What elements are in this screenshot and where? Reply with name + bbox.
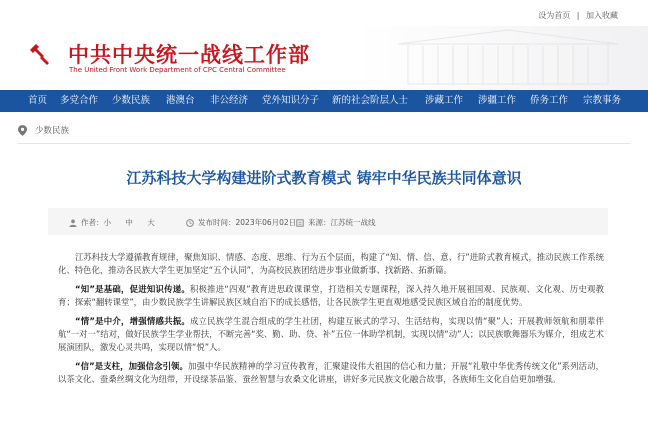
nav-item-tibet[interactable]: 涉藏工作: [425, 95, 464, 106]
breadcrumb: [18, 124, 69, 136]
nav-item-hkmacaotw[interactable]: 港澳台: [166, 95, 195, 106]
top-bar: [0, 0, 648, 26]
article-paragraph: 江苏科技大学遵循教育规律，聚焦知识、情感、态度、思维、行为五个层面，构建了“知、情、信、意、行”进阶式教育模式，推动民族工作系统化、特色化，推动各民族大学生更加坚定“五个认同”，为高校民族团结进步事业做新事、找新路、拓新篇。: [58, 252, 604, 276]
nav-item-intellectuals[interactable]: 党外知识分子: [262, 95, 320, 106]
nav-item-multiparty[interactable]: 多党合作: [60, 95, 99, 106]
top-links-separator: |: [576, 11, 580, 20]
site-header: [0, 26, 648, 90]
date-meta: [186, 217, 296, 228]
paragraph-lead: “知”是基础，促进知识传递。: [75, 283, 190, 294]
author-meta: [69, 217, 161, 228]
nav-item-religion[interactable]: 宗教事务: [583, 95, 622, 106]
user-icon: [69, 219, 77, 227]
publish-date: 发布时间：2023年06月02日: [198, 218, 297, 227]
building-decoration-icon: [338, 26, 648, 90]
site-name-cn[interactable]: 中共中央统一战线工作部: [68, 43, 310, 67]
paragraph-lead: “情”是中介，增强情感共振。: [75, 315, 190, 326]
nav-item-ethnic[interactable]: 少数民族: [112, 95, 151, 106]
main-nav: [0, 90, 648, 112]
party-emblem-icon[interactable]: [20, 36, 56, 72]
article-paragraph: “情”是中介，增强情感共振。成立民族学生混合组成的学生社团，构建互嵌式的学习、生活结构，实现以情“聚”人；开展教师领航和朋辈伴航“一对一”结对，做好民族学生学业帮扶，不断完善“奖、勤、助、贷、补”五位一体助学机制，实现以情“动”人；以民族歌舞器乐为媒介，组成艺术展演团队，激发心灵共鸣，实现以情“悦”人。: [58, 315, 604, 353]
nav-item-home[interactable]: 首页: [28, 95, 48, 106]
breadcrumb-divider: [18, 143, 630, 144]
breadcrumb-current[interactable]: 少数民族: [35, 126, 70, 136]
set-homepage-link[interactable]: 设为首页: [538, 11, 571, 20]
font-size-options[interactable]: 小 中 大: [103, 218, 161, 227]
source-icon: [296, 219, 304, 227]
top-links: [534, 10, 618, 21]
article-meta-bar: [48, 208, 608, 235]
site-name-en: The United Front Work Department of CPC Central Committee: [69, 66, 286, 74]
location-pin-icon: [18, 125, 27, 136]
nav-item-new-social-strata[interactable]: 新的社会阶层人士: [332, 95, 409, 106]
article-title: 江苏科技大学构建进阶式教育模式 铸牢中华民族共同体意识: [126, 169, 522, 187]
paragraph-lead: “信”是支柱，加强信念引领。: [75, 360, 189, 371]
source-meta: [296, 217, 376, 228]
nav-item-xinjiang[interactable]: 涉疆工作: [478, 95, 517, 106]
clock-icon: [186, 219, 194, 227]
author-label: 作者：: [81, 218, 104, 227]
nav-item-nonpublic[interactable]: 非公经济: [210, 95, 249, 106]
article-paragraph: “知”是基础，促进知识传递。积极推进“四观”教育进思政课课堂，打造相关专题课程，深入持久地开展祖国观、民族观、文化观、历史观教育；探索“翻转课堂”，由少数民族学生讲解民族区域自治下的成长感悟，让各民族学生更直观地感受民族区域自治的制度优势。: [58, 283, 604, 308]
article-body: [58, 251, 604, 392]
article-source: 来源：江苏统一战线: [308, 218, 376, 227]
add-favorite-link[interactable]: 加入收藏: [586, 11, 618, 20]
article-paragraph: “信”是支柱，加强信念引领。加强中华民族精神的学习宣传教育，汇聚建设伟大祖国的信心和力量；开展“礼敬中华优秀传统文化”系列活动，以茶文化、蚕桑丝绸文化为纽带，开设绿茶品鉴、蚕丝智慧与农桑文化讲座，讲好多元民族文化融合故事，各族师生文化自信更加增强。: [58, 360, 604, 385]
nav-item-overseas[interactable]: 侨务工作: [530, 95, 569, 106]
